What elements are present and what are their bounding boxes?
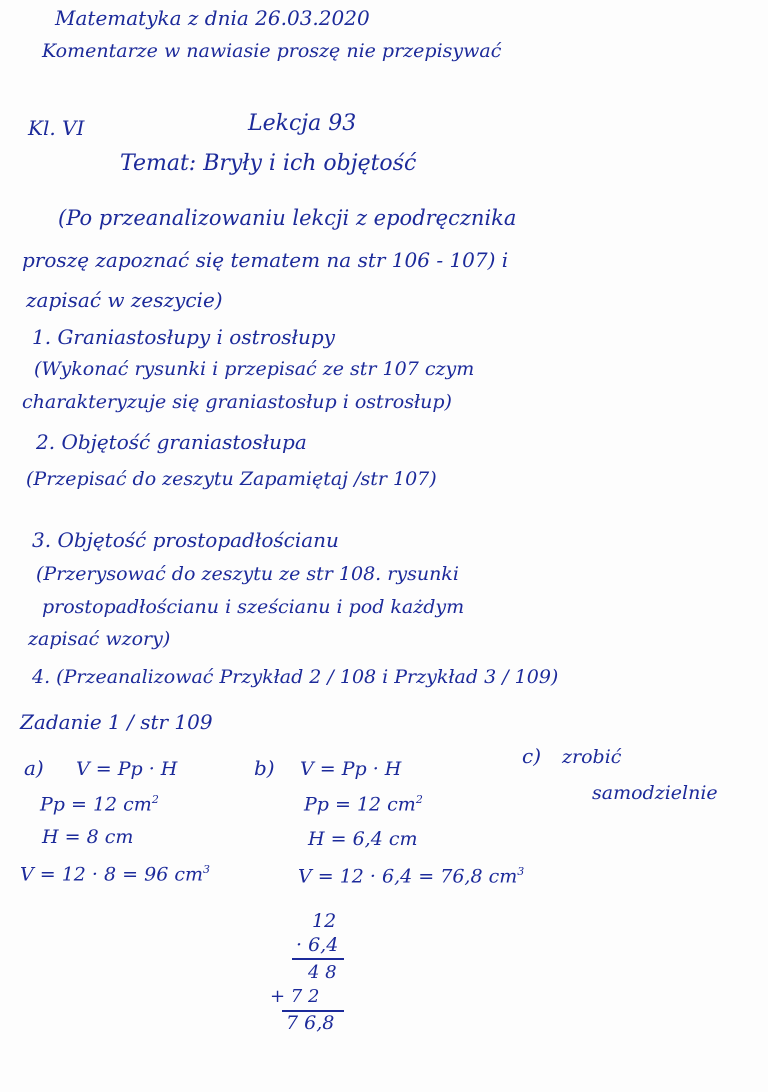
task-b-height: H = 6,4 cm — [308, 828, 418, 850]
point-1-title: 1. Graniastosłupy i ostrosłupy — [32, 325, 335, 349]
task-a-formula: V = Pp · H — [76, 758, 178, 780]
header-date-line: Matematyka z dnia 26.03.2020 — [55, 6, 370, 30]
task-a-height: H = 8 cm — [42, 826, 134, 848]
point-2-title: 2. Objętość graniastosłupa — [36, 430, 307, 454]
task-c-text-1: zrobić — [562, 746, 622, 768]
calc-factor-2: · 6,4 — [296, 934, 339, 956]
instructions-line-3: zapisać w zeszycie) — [26, 288, 223, 312]
point-1-note-2: charakteryzuje się graniastosłup i ostrosłup) — [22, 391, 452, 413]
point-4: 4. (Przeanalizować Przykład 2 / 108 i Przykład 3 / 109) — [32, 666, 559, 688]
instructions-line-1: (Po przeanalizowaniu lekcji z epodręcznika — [58, 206, 517, 230]
point-2-note: (Przepisać do zeszytu Zapamiętaj /str 107) — [26, 468, 437, 490]
point-1-note-1: (Wykonać rysunki i przepisać ze str 107 czym — [34, 358, 475, 380]
task-c-label: c) — [522, 744, 542, 768]
calc-rule-1 — [292, 958, 344, 960]
lesson-topic: Temat: Bryły i ich objętość — [120, 151, 417, 176]
calc-factor-1: 12 — [312, 910, 337, 932]
task-a-base-area: Pp = 12 $cm^2$ — [40, 793, 159, 816]
task-a-label: a) — [24, 756, 44, 780]
header-note-line: Komentarze w nawiasie proszę nie przepisywać — [42, 40, 502, 62]
task-a-result: V = 12 · 8 = 96 $cm^3$ — [20, 863, 210, 886]
lesson-number: Lekcja 93 — [248, 111, 357, 136]
point-3-note-2: prostopadłościanu i sześcianu i pod każdym — [42, 596, 465, 618]
point-3-note-3: zapisać wzory) — [28, 628, 171, 650]
calc-product: 7 6,8 — [286, 1012, 335, 1034]
point-3-title: 3. Objętość prostopadłościanu — [32, 528, 339, 552]
task-b-formula: V = Pp · H — [300, 758, 402, 780]
class-label: Kl. VI — [28, 116, 85, 140]
task-b-base-area: Pp = 12 $cm^2$ — [304, 793, 423, 816]
task-b-label: b) — [254, 756, 275, 780]
point-3-note-1: (Przerysować do zeszytu ze str 108. rysunki — [36, 563, 459, 585]
task-title: Zadanie 1 / str 109 — [20, 710, 213, 734]
instructions-line-2: proszę zapoznać się tematem na str 106 - 107) i — [22, 248, 509, 272]
task-c-text-2: samodzielnie — [592, 782, 718, 804]
calc-partial-1: 4 8 — [308, 962, 337, 983]
task-b-result: V = 12 · 6,4 = 76,8 $cm^3$ — [298, 865, 525, 888]
calc-partial-2: + 7 2 — [270, 986, 320, 1007]
